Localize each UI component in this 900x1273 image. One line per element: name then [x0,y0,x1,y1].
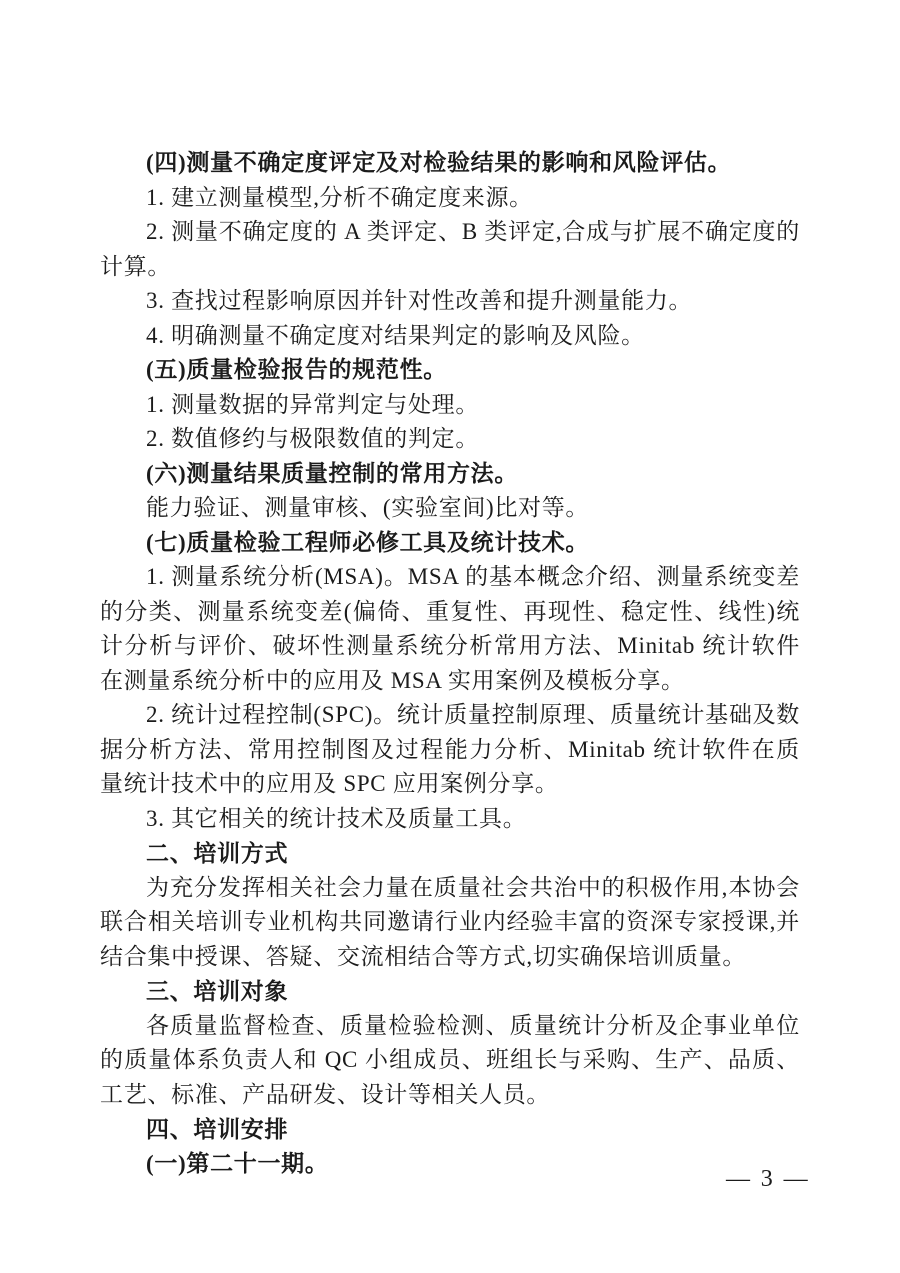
paragraph: 3. 其它相关的统计技术及质量工具。 [146,805,527,831]
section-heading: (四)测量不确定度评定及对检验结果的影响和风险评估。 [146,150,732,175]
paragraph: 2. 数值修约与极限数值的判定。 [146,426,480,451]
paragraph: 4. 明确测量不确定度对结果判定的影响及风险。 [146,322,645,348]
section-heading: (五)质量检验报告的规范性。 [146,357,447,382]
paragraph: 能力验证、测量审核、(实验室间)比对等。 [146,495,590,520]
paragraph: 为充分发挥相关社会力量在质量社会共治中的积极作用,本协会联合相关培训专业机构共同邀请行业内经验丰富的资深专家授课,并结合集中授课、答疑、交流相结合等方式,切实确保培训质量。 [100,874,800,969]
section-heading: 四、培训安排 [146,1116,289,1142]
paragraph: 2. 测量不确定度的 A 类评定、B 类评定,合成与扩展不确定度的计算。 [100,219,800,279]
paragraph: 1. 测量数据的异常判定与处理。 [146,391,480,417]
section-heading: 二、培训方式 [146,840,289,866]
section-heading: (六)测量结果质量控制的常用方法。 [146,460,519,486]
section-heading: (一)第二十一期。 [146,1150,329,1176]
section-heading: (七)质量检验工程师必修工具及统计技术。 [146,529,590,555]
paragraph: 3. 查找过程影响原因并针对性改善和提升测量能力。 [146,288,693,313]
paragraph: 各质量监督检查、质量检验检测、质量统计分析及企事业单位的质量体系负责人和 QC 小组成员、班组长与采购、生产、品质、工艺、标准、产品研发、设计等相关人员。 [100,1012,800,1107]
document-body [100,146,800,1181]
paragraph: 1. 建立测量模型,分析不确定度来源。 [146,184,533,210]
paragraph: 2. 统计过程控制(SPC)。统计质量控制原理、质量统计基础及数据分析方法、常用控制图及过程能力分析、Minitab 统计软件在质量统计技术中的应用及 SPC 应用案例分享。 [100,702,800,796]
paragraph: 1. 测量系统分析(MSA)。MSA 的基本概念介绍、测量系统变差的分类、测量系统变差(偏倚、重复性、再现性、稳定性、线性)统计分析与评价、破坏性测量系统分析常用方法、Minitab 统计软件在测量系统分析中的应用及 MSA 实用案例及模板分享。 [100,564,800,693]
page-number: — 3 — [726,1166,810,1192]
section-heading: 三、培训对象 [146,978,289,1004]
